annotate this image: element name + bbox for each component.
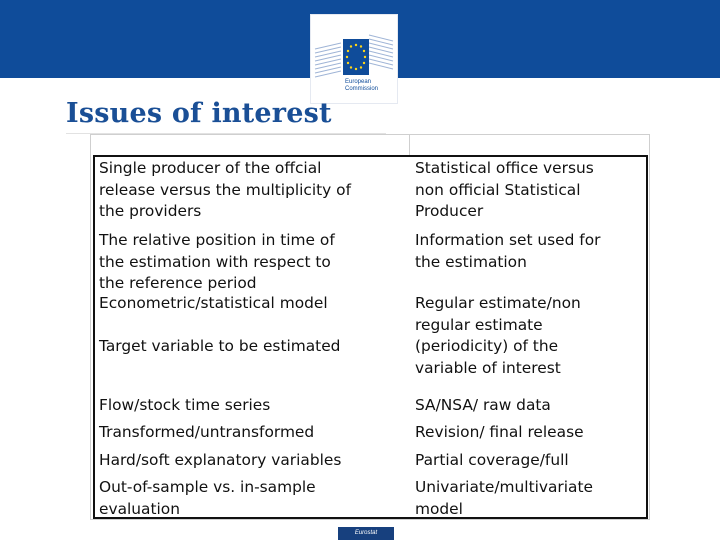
issues-table bbox=[93, 155, 648, 519]
table-cell-right: Regular estimate/non regular estimate (periodicity) of the variable of interest bbox=[415, 294, 581, 377]
table-cell-left: Flow/stock time series bbox=[99, 396, 271, 414]
outer-frame-column-divider bbox=[409, 135, 410, 157]
european-commission-logo bbox=[310, 14, 398, 104]
slide-title: Issues of interest bbox=[66, 98, 332, 129]
table-cell-right: Partial coverage/full bbox=[415, 451, 569, 469]
table-cell-left: Hard/soft explanatory variables bbox=[99, 451, 342, 469]
footer-logo bbox=[338, 527, 394, 540]
table-cell-right: SA/NSA/ raw data bbox=[415, 396, 551, 414]
table-cell-left: The relative position in time of the estimation with respect to the reference period bbox=[99, 231, 335, 292]
org-line-1: European bbox=[345, 79, 372, 85]
table-cell-right: Univariate/multivariate model bbox=[415, 478, 593, 518]
table-cell-left: Single producer of the offcial release versus the multiplicity of the providers bbox=[99, 159, 352, 220]
table-cell-left: Out-of-sample vs. in-sample evaluation bbox=[99, 478, 316, 518]
table-cell-right: Statistical office versus non official Statistical Producer bbox=[415, 159, 594, 220]
org-line-2: Commission bbox=[345, 86, 379, 92]
footer-label: Eurostat bbox=[354, 530, 378, 536]
table-cell-right: Revision/ final release bbox=[415, 423, 584, 441]
organization-name bbox=[345, 79, 397, 93]
table-cell-right: Information set used for the estimation bbox=[415, 231, 601, 271]
table-cell-left: Transformed/untransformed bbox=[99, 423, 315, 441]
table-cell-left: Econometric/statistical model Target variable to be estimated bbox=[99, 294, 341, 355]
